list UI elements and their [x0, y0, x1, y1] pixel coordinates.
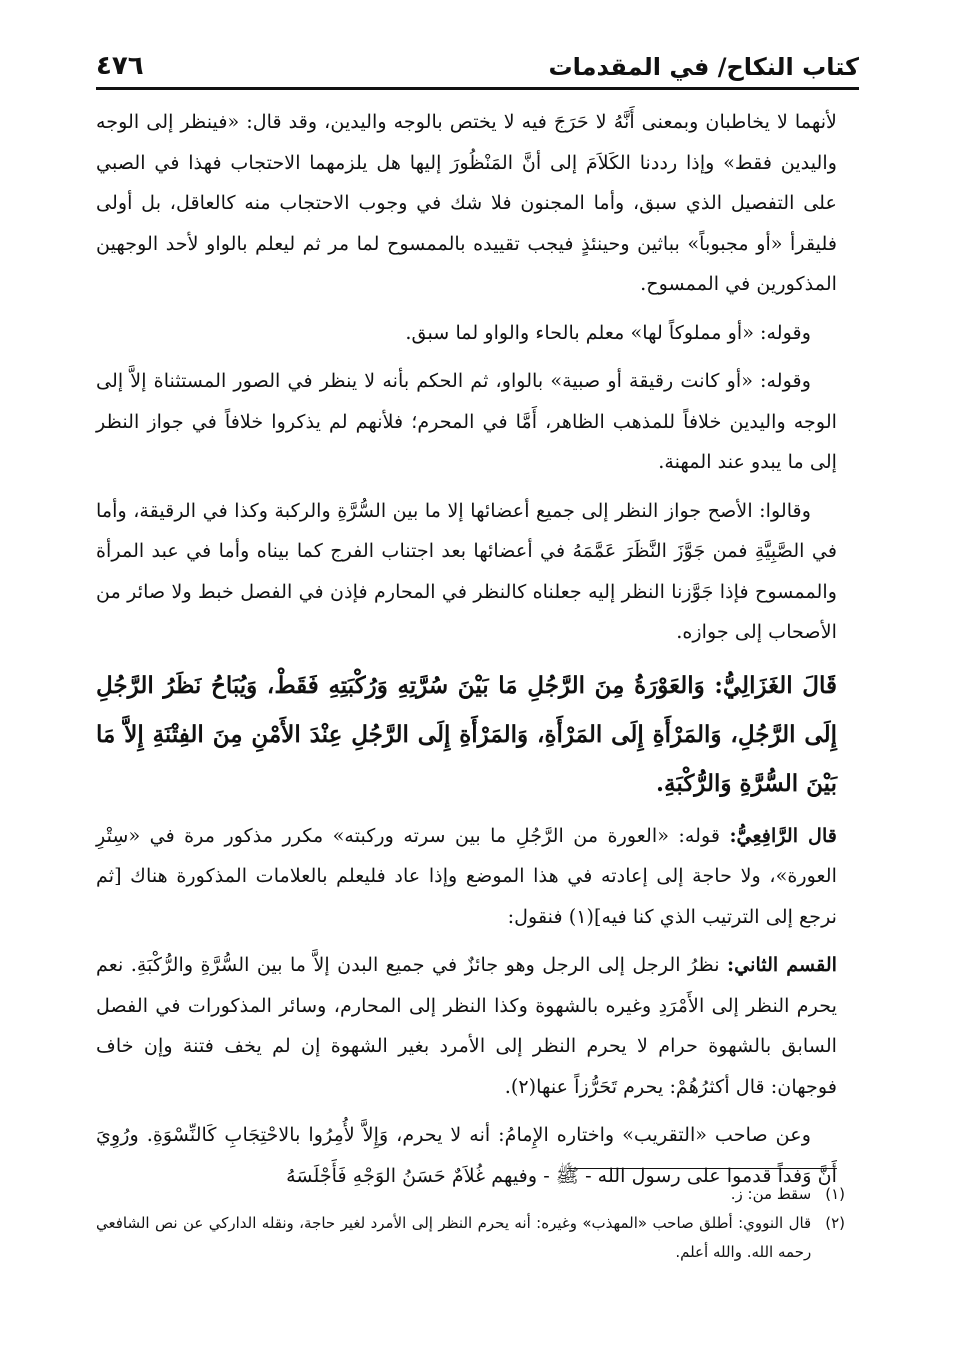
- footnote-text: سقط من: ز.: [730, 1185, 812, 1203]
- sharh-paragraph: [96, 816, 837, 938]
- sharh-paragraph: [96, 945, 837, 1107]
- page-number: ٤٧٦: [96, 51, 144, 81]
- footnote-text: قال النووي: أطلق صاحب «المهذب» وغيره: أنه يحرم النظر إلى الأمرد لغير حاجة، ونقله الداركي عن نص الشافعي رحمه الله. والله أعلم.: [96, 1214, 812, 1261]
- paragraph-body: نظرُ الرجل إلى الرجل وهو جائزٌ في جميع البدن إلاَّ ما بين السُّرَّةِ والرُّكْبَةِ. نعم يحرم النظر إلى الأَمْرَدِ وغيره بالشهوة وكذا النظر إلى المحارم، وسائر المذكورات في الفصل السابق بالشهوة حرام لا يحرم النظر إلى الأمرد بغير الشهوة إن لم يخف فتنة وإن خاف فوجهان: قال أكثرُهُمْ: يحرم تَحَرُّزاً عنها(٢).: [96, 953, 837, 1098]
- paragraph: لأنهما لا يخاطبان وبمعنى أَنَّهُ لا حَرَجَ فيه لا يختص بالوجه واليدين، وقد قال: «فينظر إلى الوجه واليدين فقط» وإذا رددنا الكَلاَمَ إلى أنَّ المَنْظُورَ إليها هل يلزمهما الاحتجاب فهذا في الصبي على التفصيل الذي سبق، وأما المجنون فلا شك في وجوب الاحتجاب منه كالعاقل، بل أولى فليقرأ «أو مجبوباً» بباثين وحينئذٍ فيجب تقييده بالممسوح لما مر ثم ليعلم بالواو لأحد الوجهين المذكورين في الممسوح.: [96, 110, 837, 295]
- page-header: [96, 38, 859, 90]
- footnote-number: (١): [825, 1185, 845, 1203]
- matn-ghazali: قَالَ الغَزَالِيُّ: وَالعَوْرَةُ مِنَ الرَّجُلِ مَا بَيْنَ سُرَّتِهِ وَرُكْبَتِهِ فَقَطْ، وَيُبَاحُ نَظَرُ الرَّجُلِ إِلَى الرَّجُلِ، وَالمَرْأَةِ إِلَى المَرْأَةِ، وَالمَرْأَةِ إِلَى الرَّجُلِ عِنْدَ الأَمْنِ مِنَ الفِتْنَةِ إِلاَّ مَا بَيْنَ السُّرَّةِ وَالرُّكْبَةِ.: [96, 671, 837, 797]
- footnote-number: (٢): [825, 1214, 845, 1232]
- paragraph: وقوله: «أو مملوكاً لها» معلم بالحاء والواو لما سبق.: [405, 320, 811, 344]
- footnote: [96, 1209, 845, 1267]
- footnote-divider: [567, 1168, 837, 1169]
- paragraph-body: قوله: «العورة من الرَّجُلِ ما بين سرته وركبته» مكرر مذكور مرة في «سِتْرِ العورة»، ولا حاجة إلى إعادته في هذا الموضع وإذا عاد فليعلم بالعلامات المذكورة هناك [ثم نرجع إلى الترتيب الذي كنا فيه](١) فنقول:: [96, 823, 837, 928]
- paragraph: وقالوا: الأصح جواز النظر إلى جميع أعضائها إلا ما بين السُّرَّةِ والركبة وكذا في الرقيقة، وأما في الصَّبِيَّةِ فمن جَوَّزَ النَّظَرَ عَمَّمَهُ في أعضائها بعد اجتناب الفرج كما بيناه وأما في عبد المرأة والممسوح فإذا جَوَّزنا النظر إليه جعلناه كالنظر في المحارم فإذن في الفصل خبط ولا صائر من الأصحاب إلى جوازه.: [96, 498, 837, 643]
- footnotes: [96, 1180, 845, 1267]
- main-text: [96, 102, 837, 1204]
- paragraph: وقوله: «أو كانت رقيقة أو صبية» بالواو، ثم الحكم بأنه لا ينظر في الصور المستثناة إلاَّ إلى الوجه واليدين خلافاً للمذهب الظاهر، أَمَّا في المحرم؛ فلأنهم لم يذكروا خلافاً في جواز النظر إلى ما يبدو عند المهنة.: [96, 369, 837, 473]
- paragraph-body: وعن صاحب «التقريب» واختاره الإِمامُ: أنه لا يحرم، وَإِلاَّ لأُمِرُوا بالاحْتِجَابِ كَالنِّسْوَةِ. ورُوِيَ أَنَّ وَفداً قدموا على رسول الله - ﷺ - وفيهم غُلاَمٌ حَسَنُ الوَجْهِ فَأَجْلَسَهُ: [96, 1123, 837, 1187]
- paragraph-lead: قال الرَّافِعِيُّ:: [729, 823, 837, 847]
- paragraph-lead: القسم الثاني:: [727, 953, 838, 976]
- running-title: كتاب النكاح/ في المقدمات: [548, 53, 859, 81]
- footnote: [96, 1180, 845, 1209]
